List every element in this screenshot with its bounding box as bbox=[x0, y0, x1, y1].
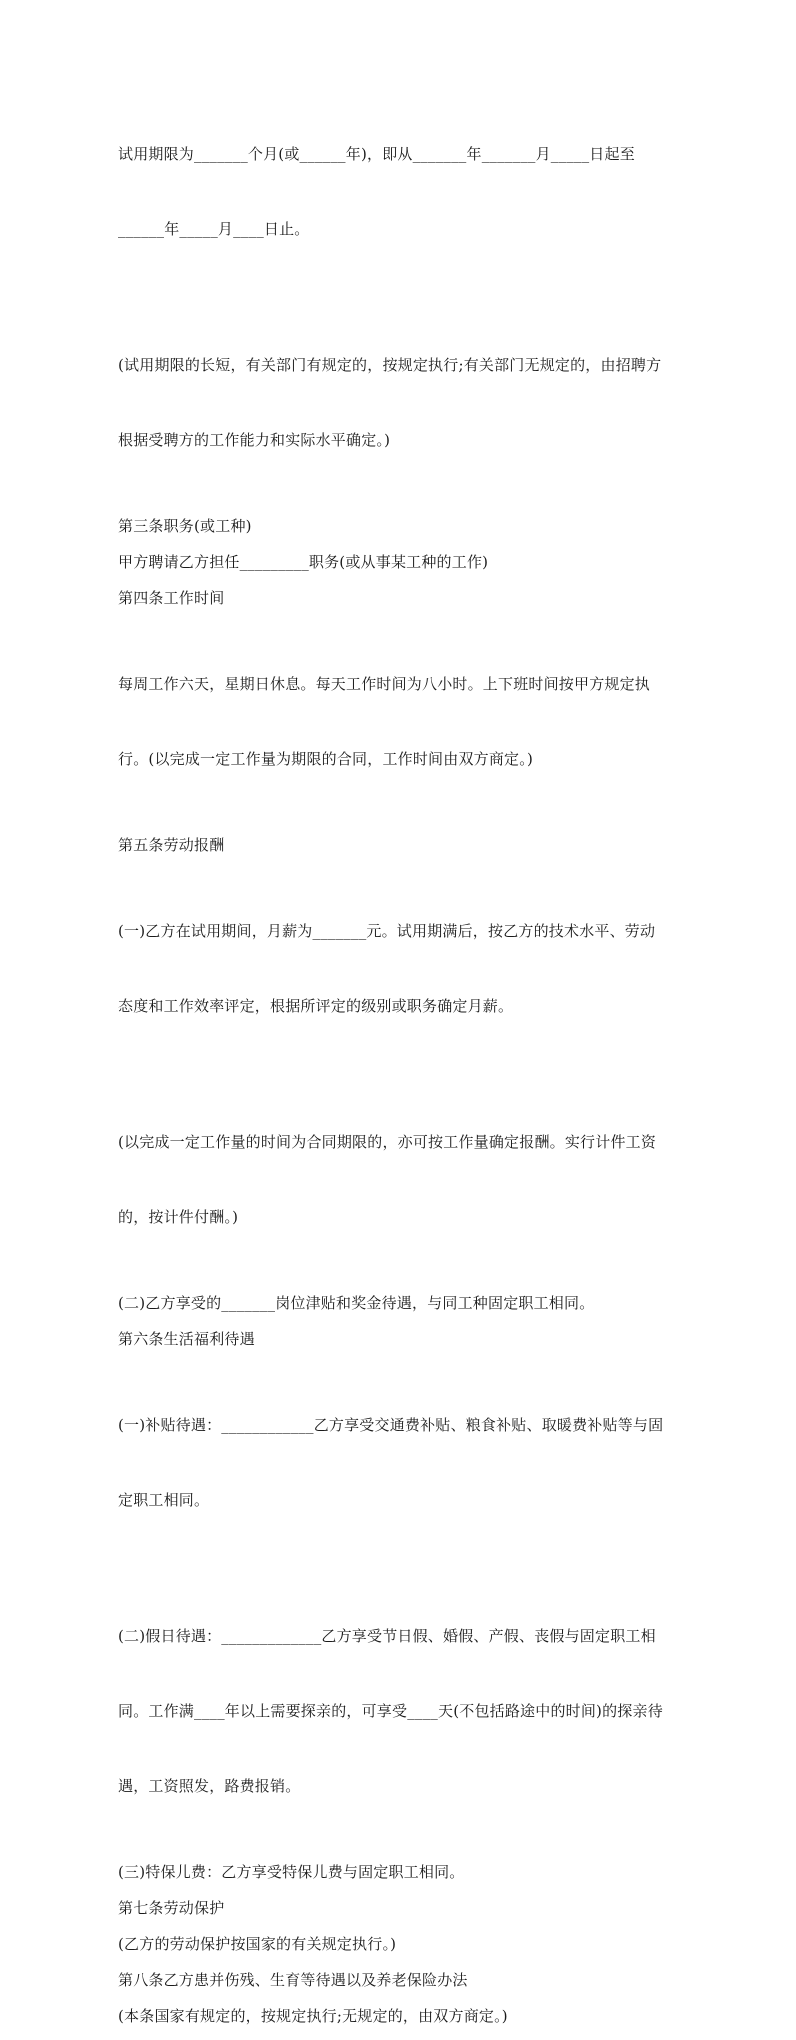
subsidy-paragraph bbox=[118, 1363, 688, 1563]
text-line: (一)补贴待遇：____________乙方享受交通费补贴、粮食补贴、取暖费补贴等与固 bbox=[118, 1416, 664, 1434]
text-line: (一)乙方在试用期间，月薪为_______元。试用期满后，按乙方的技术水平、劳动 bbox=[118, 922, 656, 940]
text-line: 根据受聘方的工作能力和实际水平确定。) bbox=[118, 431, 391, 449]
text-line: 遇，工资照发，路费报销。 bbox=[118, 1777, 301, 1795]
text-line: (二)假日待遇：_____________乙方享受节日假、婚假、产假、丧假与固定职工相 bbox=[118, 1627, 656, 1645]
trial-period-paragraph bbox=[118, 92, 688, 292]
document-page bbox=[118, 92, 688, 2040]
child-care-paragraph: (三)特保儿费：乙方享受特保儿费与固定职工相同。 bbox=[118, 1863, 465, 1881]
text-line: (试用期限的长短，有关部门有规定的，按规定执行;有关部门无规定的，由招聘方 bbox=[118, 356, 662, 374]
text-line: (以完成一定工作量的时间为合同期限的，亦可按工作量确定报酬。实行计件工资 bbox=[118, 1133, 657, 1151]
labor-protection-paragraph: (乙方的劳动保护按国家的有关规定执行。) bbox=[118, 1935, 397, 1953]
article-3-heading: 第三条职务(或工种) bbox=[118, 517, 252, 535]
text-line: 试用期限为_______个月(或______年)，即从_______年_______月_____日起至 bbox=[118, 145, 635, 163]
text-line: 同。工作满____年以上需要探亲的，可享受____天(不包括路途中的时间)的探亲待 bbox=[118, 1702, 663, 1720]
text-line: 行。(以完成一定工作量为期限的合同，工作时间由双方商定。) bbox=[118, 750, 534, 768]
text-line: 每周工作六天，星期日休息。每天工作时间为八小时。上下班时间按甲方规定执 bbox=[118, 675, 651, 693]
piecework-note bbox=[118, 1080, 688, 1280]
salary-paragraph bbox=[118, 869, 688, 1069]
article-6-heading: 第六条生活福利待遇 bbox=[118, 1330, 255, 1348]
position-paragraph: 甲方聘请乙方担任_________职务(或从事某工种的工作) bbox=[118, 553, 489, 571]
article-4-heading: 第四条工作时间 bbox=[118, 589, 225, 607]
article-5-heading: 第五条劳动报酬 bbox=[118, 836, 225, 854]
work-hours-paragraph bbox=[118, 622, 688, 822]
allowance-paragraph: (二)乙方享受的_______岗位津贴和奖金待遇，与同工种固定职工相同。 bbox=[118, 1294, 595, 1312]
text-line: 定职工相同。 bbox=[118, 1491, 210, 1509]
article-8-heading: 第八条乙方患并伤残、生育等待遇以及养老保险办法 bbox=[118, 1971, 468, 1989]
text-line: 的，按计件付酬。) bbox=[118, 1208, 239, 1226]
text-line: ______年_____月____日止。 bbox=[118, 220, 310, 238]
text-line: 态度和工作效率评定，根据所评定的级别或职务确定月薪。 bbox=[118, 997, 514, 1015]
trial-period-note bbox=[118, 303, 688, 503]
article-7-heading: 第七条劳动保护 bbox=[118, 1899, 225, 1917]
holiday-paragraph bbox=[118, 1574, 688, 1849]
insurance-paragraph: (本条国家有规定的，按规定执行;无规定的，由双方商定。) bbox=[118, 2007, 508, 2025]
